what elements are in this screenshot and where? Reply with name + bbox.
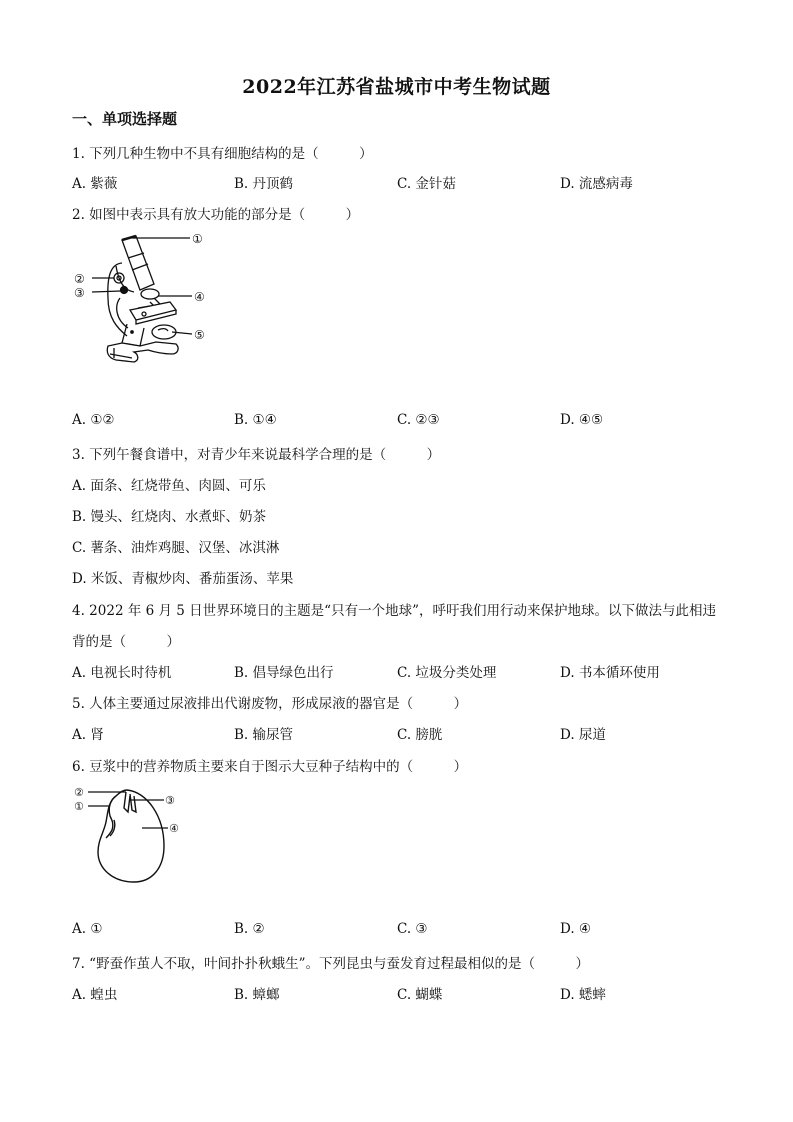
option-a: A. 电视长时待机: [72, 665, 172, 681]
option-d: D. 流感病毒: [560, 176, 633, 192]
option-d: D. 尿道: [560, 727, 606, 743]
option-b: B. ②: [234, 921, 265, 937]
question-1-stem: 1. 下列几种生物中不具有细胞结构的是（ ）: [72, 146, 373, 162]
option-b: B. 倡导绿色出行: [234, 665, 334, 681]
label-3: ③: [165, 794, 175, 807]
option-d: D. 蟋蟀: [560, 987, 606, 1003]
question-7-stem: 7. “野蚕作茧人不取，叶间扑扑秋蛾生”。下列昆虫与蚕发育过程最相似的是（ ）: [72, 956, 589, 972]
question-4-stem-line2: 背的是（ ）: [72, 634, 180, 650]
option-b: B. 蟑螂: [234, 987, 280, 1003]
label-1: ①: [192, 232, 203, 246]
label-5: ⑤: [194, 328, 205, 342]
microscope-figure: [72, 228, 222, 373]
label-2: ②: [74, 272, 85, 286]
option-b: B. 输尿管: [234, 727, 294, 743]
option-c: C. 膀胱: [397, 727, 443, 743]
option-a: A. 紫薇: [72, 176, 118, 192]
option-d: D. ④⑤: [560, 412, 604, 428]
question-5-stem: 5. 人体主要通过尿液排出代谢废物，形成尿液的器官是（ ）: [72, 696, 468, 712]
label-4: ④: [169, 822, 179, 835]
option-b: B. 馒头、红烧肉、水煮虾、奶茶: [72, 509, 267, 525]
question-4-stem-line1: 4. 2022 年 6 月 5 日世界环境日的主题是“只有一个地球”，呼吁我们用行动来保护地球。以下做法与此相违: [72, 603, 716, 619]
option-d: D. 米饭、青椒炒肉、番茄蛋汤、苹果: [72, 571, 294, 587]
label-2: ②: [74, 786, 84, 799]
option-c: C. 薯条、油炸鸡腿、汉堡、冰淇淋: [72, 540, 280, 556]
label-3: ③: [74, 286, 85, 300]
option-a: A. 面条、红烧带鱼、肉圆、可乐: [72, 478, 266, 494]
question-2-stem: 2. 如图中表示具有放大功能的部分是（ ）: [72, 207, 360, 223]
question-6-stem: 6. 豆浆中的营养物质主要来自于图示大豆种子结构中的（ ）: [72, 759, 468, 775]
option-c: C. 金针菇: [397, 176, 456, 192]
section-heading: 一、单项选择题: [72, 110, 178, 128]
page-title: 2022年江苏省盐城市中考生物试题: [242, 76, 551, 98]
option-a: A. ①②: [72, 412, 115, 428]
option-c: C. 垃圾分类处理: [397, 665, 497, 681]
option-c: C. ②③: [397, 412, 440, 428]
option-d: D. ④: [560, 921, 592, 937]
option-a: A. ①: [72, 921, 103, 937]
label-4: ④: [194, 290, 205, 304]
option-c: C. 蝴蝶: [397, 987, 443, 1003]
soybean-seed-figure: [72, 786, 187, 886]
option-b: B. ①④: [234, 412, 277, 428]
option-b: B. 丹顶鹤: [234, 176, 294, 192]
option-c: C. ③: [397, 921, 428, 937]
option-a: A. 蝗虫: [72, 987, 118, 1003]
label-1: ①: [74, 800, 84, 813]
question-3-stem: 3. 下列午餐食谱中，对青少年来说最科学合理的是（ ）: [72, 447, 441, 463]
option-a: A. 肾: [72, 727, 104, 743]
option-d: D. 书本循环使用: [560, 665, 660, 681]
